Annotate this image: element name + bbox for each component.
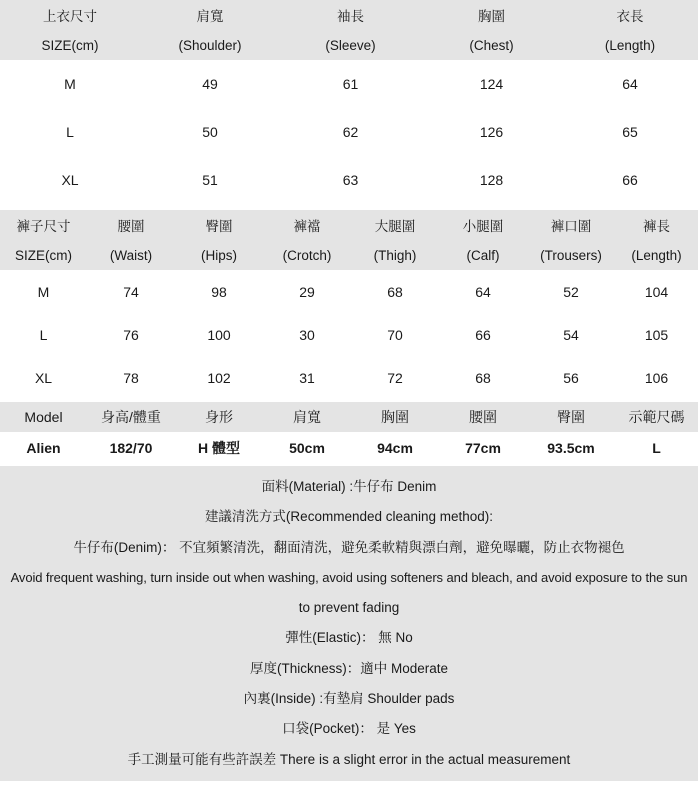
table-cell: 63 — [280, 156, 421, 204]
top-header-cell: SIZE(cm) — [0, 30, 140, 60]
model-header-cell: 肩寬 — [263, 402, 351, 432]
pants-header-cn-row — [0, 210, 698, 240]
table-cell: 76 — [87, 313, 175, 356]
table-cell: 31 — [263, 356, 351, 399]
table-cell: 98 — [175, 270, 263, 313]
size-label-cell: XL — [0, 356, 87, 399]
pants-header-cell: (Waist) — [87, 240, 175, 270]
table-cell: 104 — [615, 270, 698, 313]
pants-header-cell: (Hips) — [175, 240, 263, 270]
model-cell: 77cm — [439, 432, 527, 463]
pants-header-cell: 褲長 — [615, 210, 698, 240]
table-cell: 70 — [351, 313, 439, 356]
size-label-cell: L — [0, 108, 140, 156]
table-cell: 49 — [140, 60, 280, 108]
model-header-cell: 身高/體重 — [87, 402, 175, 432]
table-cell: 56 — [527, 356, 615, 399]
table-cell: 66 — [439, 313, 527, 356]
top-header-cell: (Shoulder) — [140, 30, 280, 60]
top-header-cn-row — [0, 0, 698, 30]
table-cell: 29 — [263, 270, 351, 313]
top-header-cell: (Length) — [562, 30, 698, 60]
pants-header-cell: 臀圍 — [175, 210, 263, 240]
model-cell: H 體型 — [175, 432, 263, 463]
table-cell: 68 — [439, 356, 527, 399]
inside-note: 內裏(Inside) :有墊肩 Shoulder pads — [243, 691, 455, 707]
model-cell: 182/70 — [87, 432, 175, 463]
table-row — [0, 270, 698, 313]
table-cell: 66 — [562, 156, 698, 204]
model-cell: 93.5cm — [527, 432, 615, 463]
pants-header-cell: 小腿圍 — [439, 210, 527, 240]
top-header-en-row — [0, 30, 698, 60]
table-row — [0, 313, 698, 356]
table-cell: 30 — [263, 313, 351, 356]
pants-header-cell: SIZE(cm) — [0, 240, 87, 270]
table-cell: 51 — [140, 156, 280, 204]
table-cell: 74 — [87, 270, 175, 313]
pants-header-en-row — [0, 240, 698, 270]
table-cell: 106 — [615, 356, 698, 399]
wash-en-note: Avoid frequent washing, turn inside out when washing, avoid using softeners and bleach, and avoid exposure to the sun — [10, 569, 688, 585]
model-header-cell: 示範尺碼 — [615, 402, 698, 432]
product-notes — [0, 466, 698, 781]
pants-header-cell: (Calf) — [439, 240, 527, 270]
top-header-cell: 肩寬 — [140, 0, 280, 30]
model-cell: 94cm — [351, 432, 439, 463]
table-cell: 68 — [351, 270, 439, 313]
model-header-cell: 腰圍 — [439, 402, 527, 432]
pocket-note: 口袋(Pocket)： 是 Yes — [282, 721, 416, 737]
top-header-cell: 袖長 — [280, 0, 421, 30]
table-cell: 64 — [439, 270, 527, 313]
elastic-note: 彈性(Elastic)： 無 No — [285, 630, 413, 646]
pants-header-cell: 大腿圍 — [351, 210, 439, 240]
pants-header-cell: 腰圍 — [87, 210, 175, 240]
pants-header-cell: 褲子尺寸 — [0, 210, 87, 240]
table-cell: 65 — [562, 108, 698, 156]
size-label-cell: L — [0, 313, 87, 356]
measurement-error-note: 手工測量可能有些許誤差 There is a slight error in the actual measurement — [127, 751, 571, 767]
table-cell: 54 — [527, 313, 615, 356]
size-label-cell: M — [0, 270, 87, 313]
table-cell: 126 — [421, 108, 562, 156]
wash-en-note-continued: to prevent fading — [298, 600, 400, 616]
table-row — [0, 356, 698, 399]
top-header-cell: (Sleeve) — [280, 30, 421, 60]
wash-cn-note: 牛仔布(Denim)： 不宜頻繁清洗，翻面清洗，避免柔軟精與漂白劑，避免曝曬，防止衣物褪色 — [73, 539, 625, 555]
size-label-cell: M — [0, 60, 140, 108]
model-cell: L — [615, 432, 698, 463]
pants-size-table — [0, 210, 698, 399]
wash-title-note: 建議清洗方式(Recommended cleaning method): — [204, 509, 494, 525]
table-row — [0, 108, 698, 156]
top-header-cell: 上衣尺寸 — [0, 0, 140, 30]
table-cell: 100 — [175, 313, 263, 356]
material-note: 面料(Material) :牛仔布 Denim — [261, 479, 437, 494]
table-cell: 78 — [87, 356, 175, 399]
pants-header-cell: (Thigh) — [351, 240, 439, 270]
model-cell: Alien — [0, 432, 87, 463]
table-cell: 61 — [280, 60, 421, 108]
table-cell: 102 — [175, 356, 263, 399]
table-cell: 52 — [527, 270, 615, 313]
model-header-cell: 臀圍 — [527, 402, 615, 432]
pants-header-cell: (Crotch) — [263, 240, 351, 270]
table-cell: 124 — [421, 60, 562, 108]
pants-header-cell: (Length) — [615, 240, 698, 270]
table-row — [0, 60, 698, 108]
table-cell: 105 — [615, 313, 698, 356]
top-size-table — [0, 0, 698, 204]
table-cell: 50 — [140, 108, 280, 156]
pants-header-cell: (Trousers) — [527, 240, 615, 270]
table-row — [0, 156, 698, 204]
top-header-cell: 衣長 — [562, 0, 698, 30]
table-cell: 64 — [562, 60, 698, 108]
table-cell: 62 — [280, 108, 421, 156]
model-header-row — [0, 402, 698, 432]
model-cell: 50cm — [263, 432, 351, 463]
model-header-cell: 胸圍 — [351, 402, 439, 432]
model-table — [0, 402, 698, 463]
model-header-cell: 身形 — [175, 402, 263, 432]
size-label-cell: XL — [0, 156, 140, 204]
table-cell: 72 — [351, 356, 439, 399]
pants-header-cell: 褲口圍 — [527, 210, 615, 240]
model-header-cell: Model — [0, 402, 87, 432]
top-header-cell: (Chest) — [421, 30, 562, 60]
pants-header-cell: 褲襠 — [263, 210, 351, 240]
thickness-note: 厚度(Thickness)：適中 Moderate — [249, 660, 449, 676]
model-row — [0, 432, 698, 463]
top-header-cell: 胸圍 — [421, 0, 562, 30]
table-cell: 128 — [421, 156, 562, 204]
